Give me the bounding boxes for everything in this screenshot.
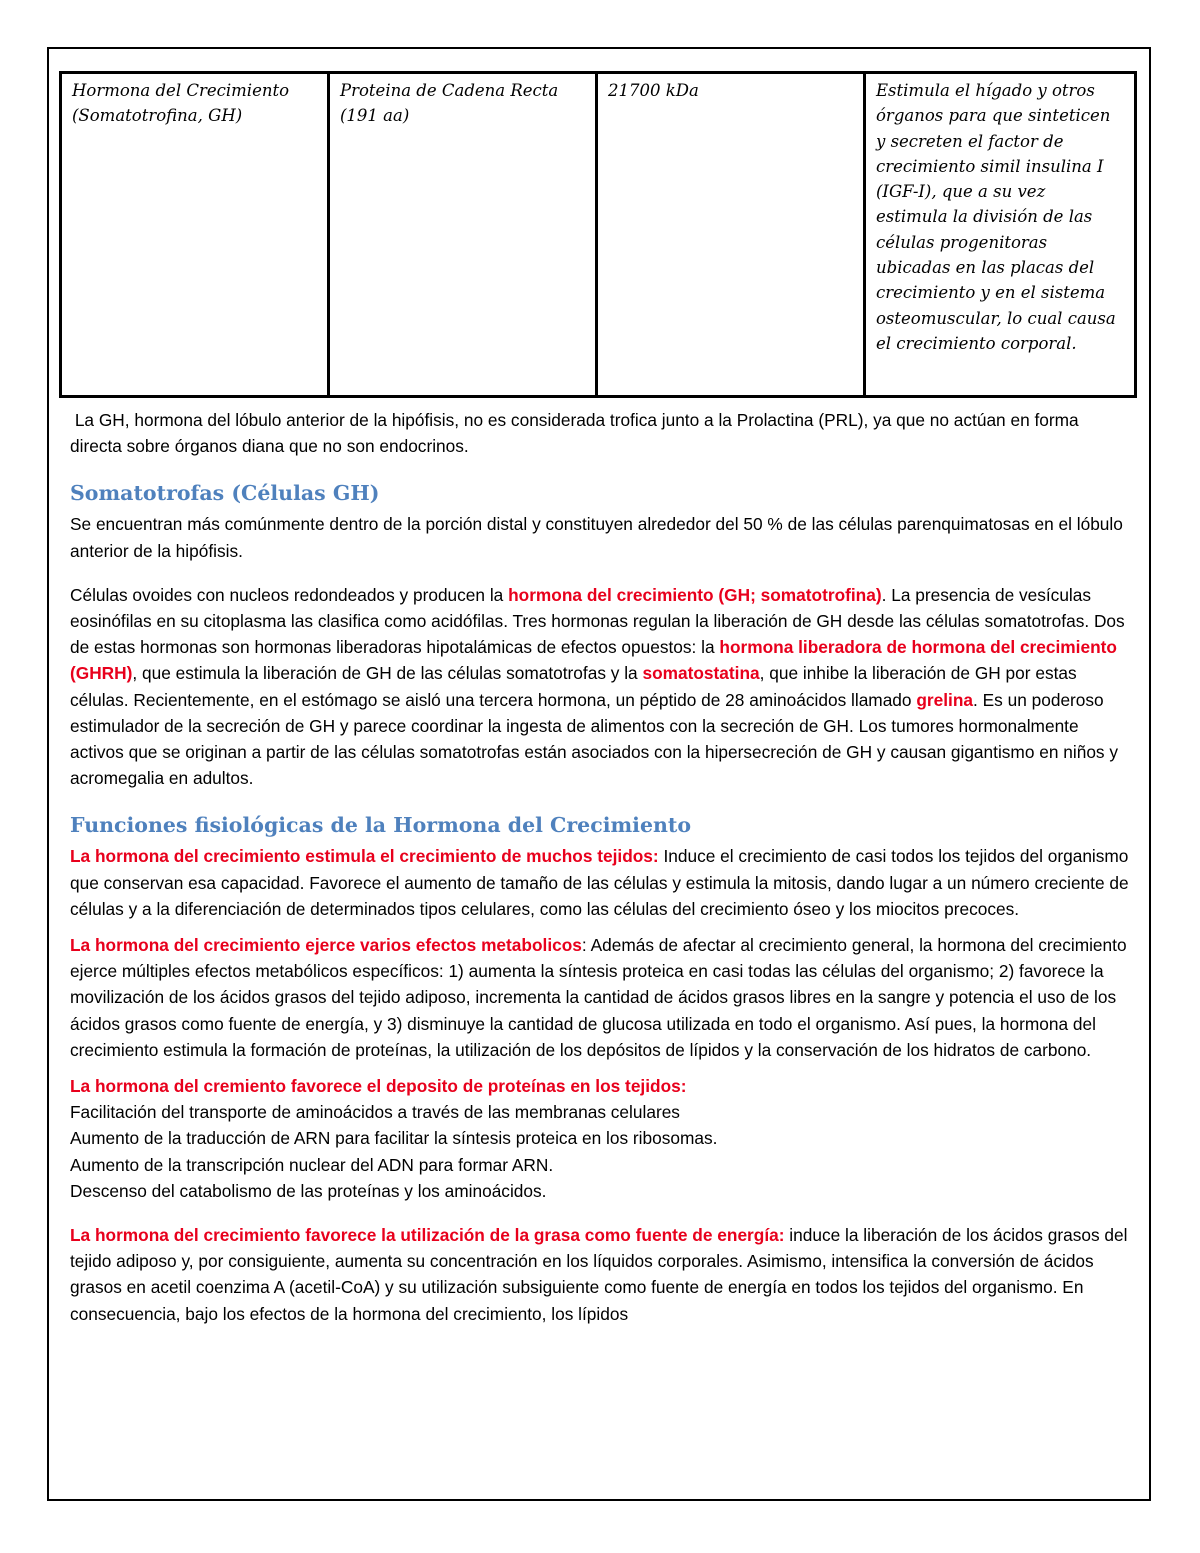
funcion-2-paragraph bbox=[70, 932, 1132, 1063]
funcion-4-text: induce la liberación de los ácidos grasos del tejido adiposo y, por consiguiente, aumenta su concentración en los líquidos corporales. Asimismo, intensifica la conversión de ácidos grasos en acetil coenzima A (acetil-CoA) y su utilización subsiguiente como fuente de energía en todos los tejidos del organismo. En consecuencia, bajo los efectos de la hormona del crecimiento, los lípidos bbox=[70, 1225, 1128, 1324]
text-run: . La presencia de vesículas eosinófilas en su citoplasma las clasifica como acidófilas. Tres hormonas regulan la liberación de GH desde las células somatotrofas. Dos de estas hormonas son hormonas liberadoras hipotalámicas de efectos opuestos: la bbox=[70, 584, 1125, 658]
list-item: Aumento de la traducción de ARN para facilitar la síntesis proteica en los ribosomas. bbox=[70, 1128, 718, 1149]
intro-paragraph: La GH, hormona del lóbulo anterior de la hipófisis, no es considerada trofica junto a la Prolactina (PRL), ya que no actúan en forma directa sobre órganos diana que no son endocrinos. bbox=[70, 410, 1084, 457]
highlight-gh: hormona del crecimiento (GH; somatotrofina) bbox=[508, 584, 882, 605]
highlight-somatostatina: somatostatina bbox=[642, 663, 760, 684]
list-item: Facilitación del transporte de aminoácidos a través de las membranas celulares bbox=[70, 1102, 680, 1123]
text-run: . Es un poderoso estimulador de la secreción de GH y parece coordinar la ingesta de alimentos con la secreción de GH. Los tumores hormonalmente activos que se originan a partir de las células somatotrofas están asociados con la hipersecreción de GH y causan gigantismo en niños y acromegalia en adultos. bbox=[70, 689, 1119, 789]
list-item: Descenso del catabolismo de las proteínas y los aminoácidos. bbox=[70, 1180, 547, 1201]
highlight-ghrh: hormona liberadora de hormona del crecimiento (GHRH) bbox=[70, 637, 1117, 684]
hormone-weight-cell: 21700 kDa bbox=[597, 73, 865, 397]
hormone-name-cell: Hormona del Crecimiento (Somatotrofina, GH) bbox=[61, 73, 329, 397]
funcion-1-text: Induce el crecimiento de casi todos los tejidos del organismo que conservan esa capacidad. Favorece el aumento de tamaño de las células y estimula la mitosis, dando lugar a un número creciente de células y a la diferenciación de determinados tipos celulares, como las células del crecimiento óseo y los miocitos precoces. bbox=[70, 846, 1129, 919]
somatotrofas-paragraph-2 bbox=[70, 582, 1132, 792]
somatotrofas-paragraph-1: Se encuentran más comúnmente dentro de la porción distal y constituyen alrededor del 50 % de las células parenquimatosas en el lóbulo anterior de la hipófisis. bbox=[70, 514, 1123, 561]
funcion-1-title: La hormona del crecimiento estimula el crecimiento de muchos tejidos: bbox=[70, 846, 659, 867]
hormone-function-cell: Estimula el hígado y otros órganos para que sinteticen y secreten el factor de crecimiento simil insulina I (IGF-I), que a su vez estimula la división de las células progenitoras ubicadas en las placas del crecimiento y en el sistema osteomuscular, lo cual causa el crecimiento corporal. bbox=[865, 73, 1136, 397]
funcion-4-title: La hormona del crecimiento favorece la utilización de la grasa como fuente de energía: bbox=[70, 1225, 785, 1246]
hormone-table bbox=[59, 71, 1137, 398]
funcion-2-text: : Además de afectar al crecimiento general, la hormona del crecimiento ejerce múltiples efectos metabólicos específicos: 1) aumenta la síntesis proteica en casi todas las células del organismo; 2) favorece la movilización de los ácidos grasos del tejido adiposo, incrementa la cantidad de ácidos grasos libres en la sangre y potencia el uso de los ácidos grasos como fuente de energía, y 3) disminuye la cantidad de glucosa utilizada en todo el organismo. Así pues, la hormona del crecimiento estimula la formación de proteínas, la utilización de los depósitos de lípidos y la conservación de los hidratos de carbono. bbox=[70, 935, 1127, 1060]
somatotrofas-heading: Somatotrofas (Células GH) bbox=[70, 481, 380, 506]
hormone-structure-cell: Proteina de Cadena Recta (191 aa) bbox=[329, 73, 597, 397]
text-run: , que estimula la liberación de GH de las células somatotrofas y la bbox=[132, 663, 643, 684]
funcion-2-title: La hormona del crecimiento ejerce varios efectos metabolicos bbox=[70, 935, 582, 956]
funcion-3-title: La hormona del cremiento favorece el deposito de proteínas en los tejidos: bbox=[70, 1076, 687, 1097]
table-row bbox=[61, 73, 1136, 397]
funciones-heading: Funciones fisiológicas de la Hormona del Crecimiento bbox=[70, 813, 692, 838]
list-item: Aumento de la transcripción nuclear del ADN para formar ARN. bbox=[70, 1154, 554, 1175]
text-run: , que inhibe la liberación de GH por estas células. Recientemente, en el estómago se aisló una tercera hormona, un péptido de 28 aminoácidos llamado bbox=[70, 663, 1077, 710]
funcion-4-paragraph bbox=[70, 1222, 1132, 1327]
funcion-1-paragraph bbox=[70, 843, 1132, 922]
text-run: Células ovoides con nucleos redondeados y producen la bbox=[70, 584, 509, 605]
document-body bbox=[70, 407, 1132, 1327]
highlight-grelina: grelina bbox=[916, 689, 974, 710]
